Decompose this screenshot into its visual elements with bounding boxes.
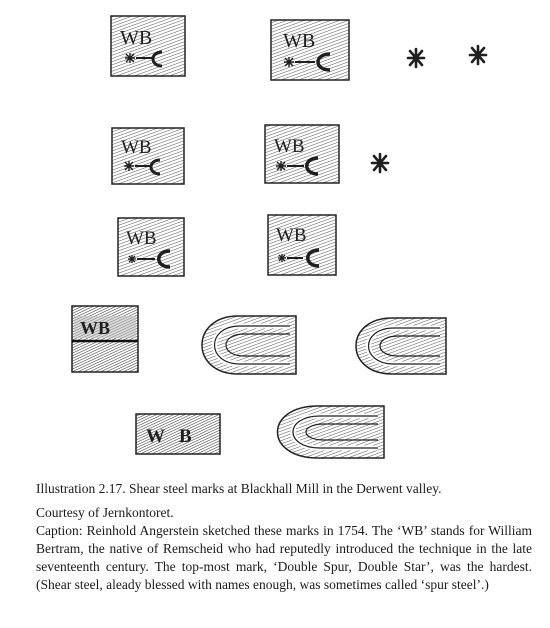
stamp-single-spur-2: [268, 215, 336, 275]
stamp-single-spur-1: [118, 218, 184, 276]
stamp-letters: WB: [80, 318, 111, 338]
stamp-letters: WB: [146, 426, 206, 447]
star-mark: [408, 49, 424, 67]
horseshoe-mark: [356, 318, 446, 374]
stamp-w-b-plain: [136, 414, 220, 454]
stamp-double-spur-1: [111, 16, 185, 76]
stamp-spur-star-2: [265, 125, 339, 183]
stamp-letters: WB: [120, 27, 153, 49]
stamp-letters: WB: [274, 136, 305, 157]
caption-body-text: Caption: Reinhold Angerstein sketched these marks in 1754. The ‘WB’ stands for William Bertram, the native of Remscheid who had reputedly introduced the technique in the late seventeenth century. The top-most mark, ‘Double Spur, Double Star’, was the hardest. (Shear steel, aleady blessed with names enough, was sometimes called ‘spur steel’.): [36, 523, 532, 592]
stamp-double-spur-2: [271, 20, 349, 80]
illustration-caption-title: Illustration 2.17. Shear steel marks at Blackhall Mill in the Derwent valley.: [36, 481, 442, 496]
stamp-letters: WB: [126, 228, 157, 249]
stamp-wb-plain: [72, 306, 138, 372]
stamp-spur-star-1: [112, 128, 184, 184]
image-credit: Courtesy of Jernkontoret.: [36, 505, 174, 520]
star-mark: [470, 46, 486, 64]
horseshoe-mark: [202, 316, 296, 374]
star-mark: [372, 154, 388, 172]
stamp-letters: WB: [276, 225, 307, 246]
stamp-letters: WB: [121, 137, 152, 158]
stamp-letters: WB: [283, 30, 316, 52]
horseshoe-mark: [278, 406, 385, 458]
